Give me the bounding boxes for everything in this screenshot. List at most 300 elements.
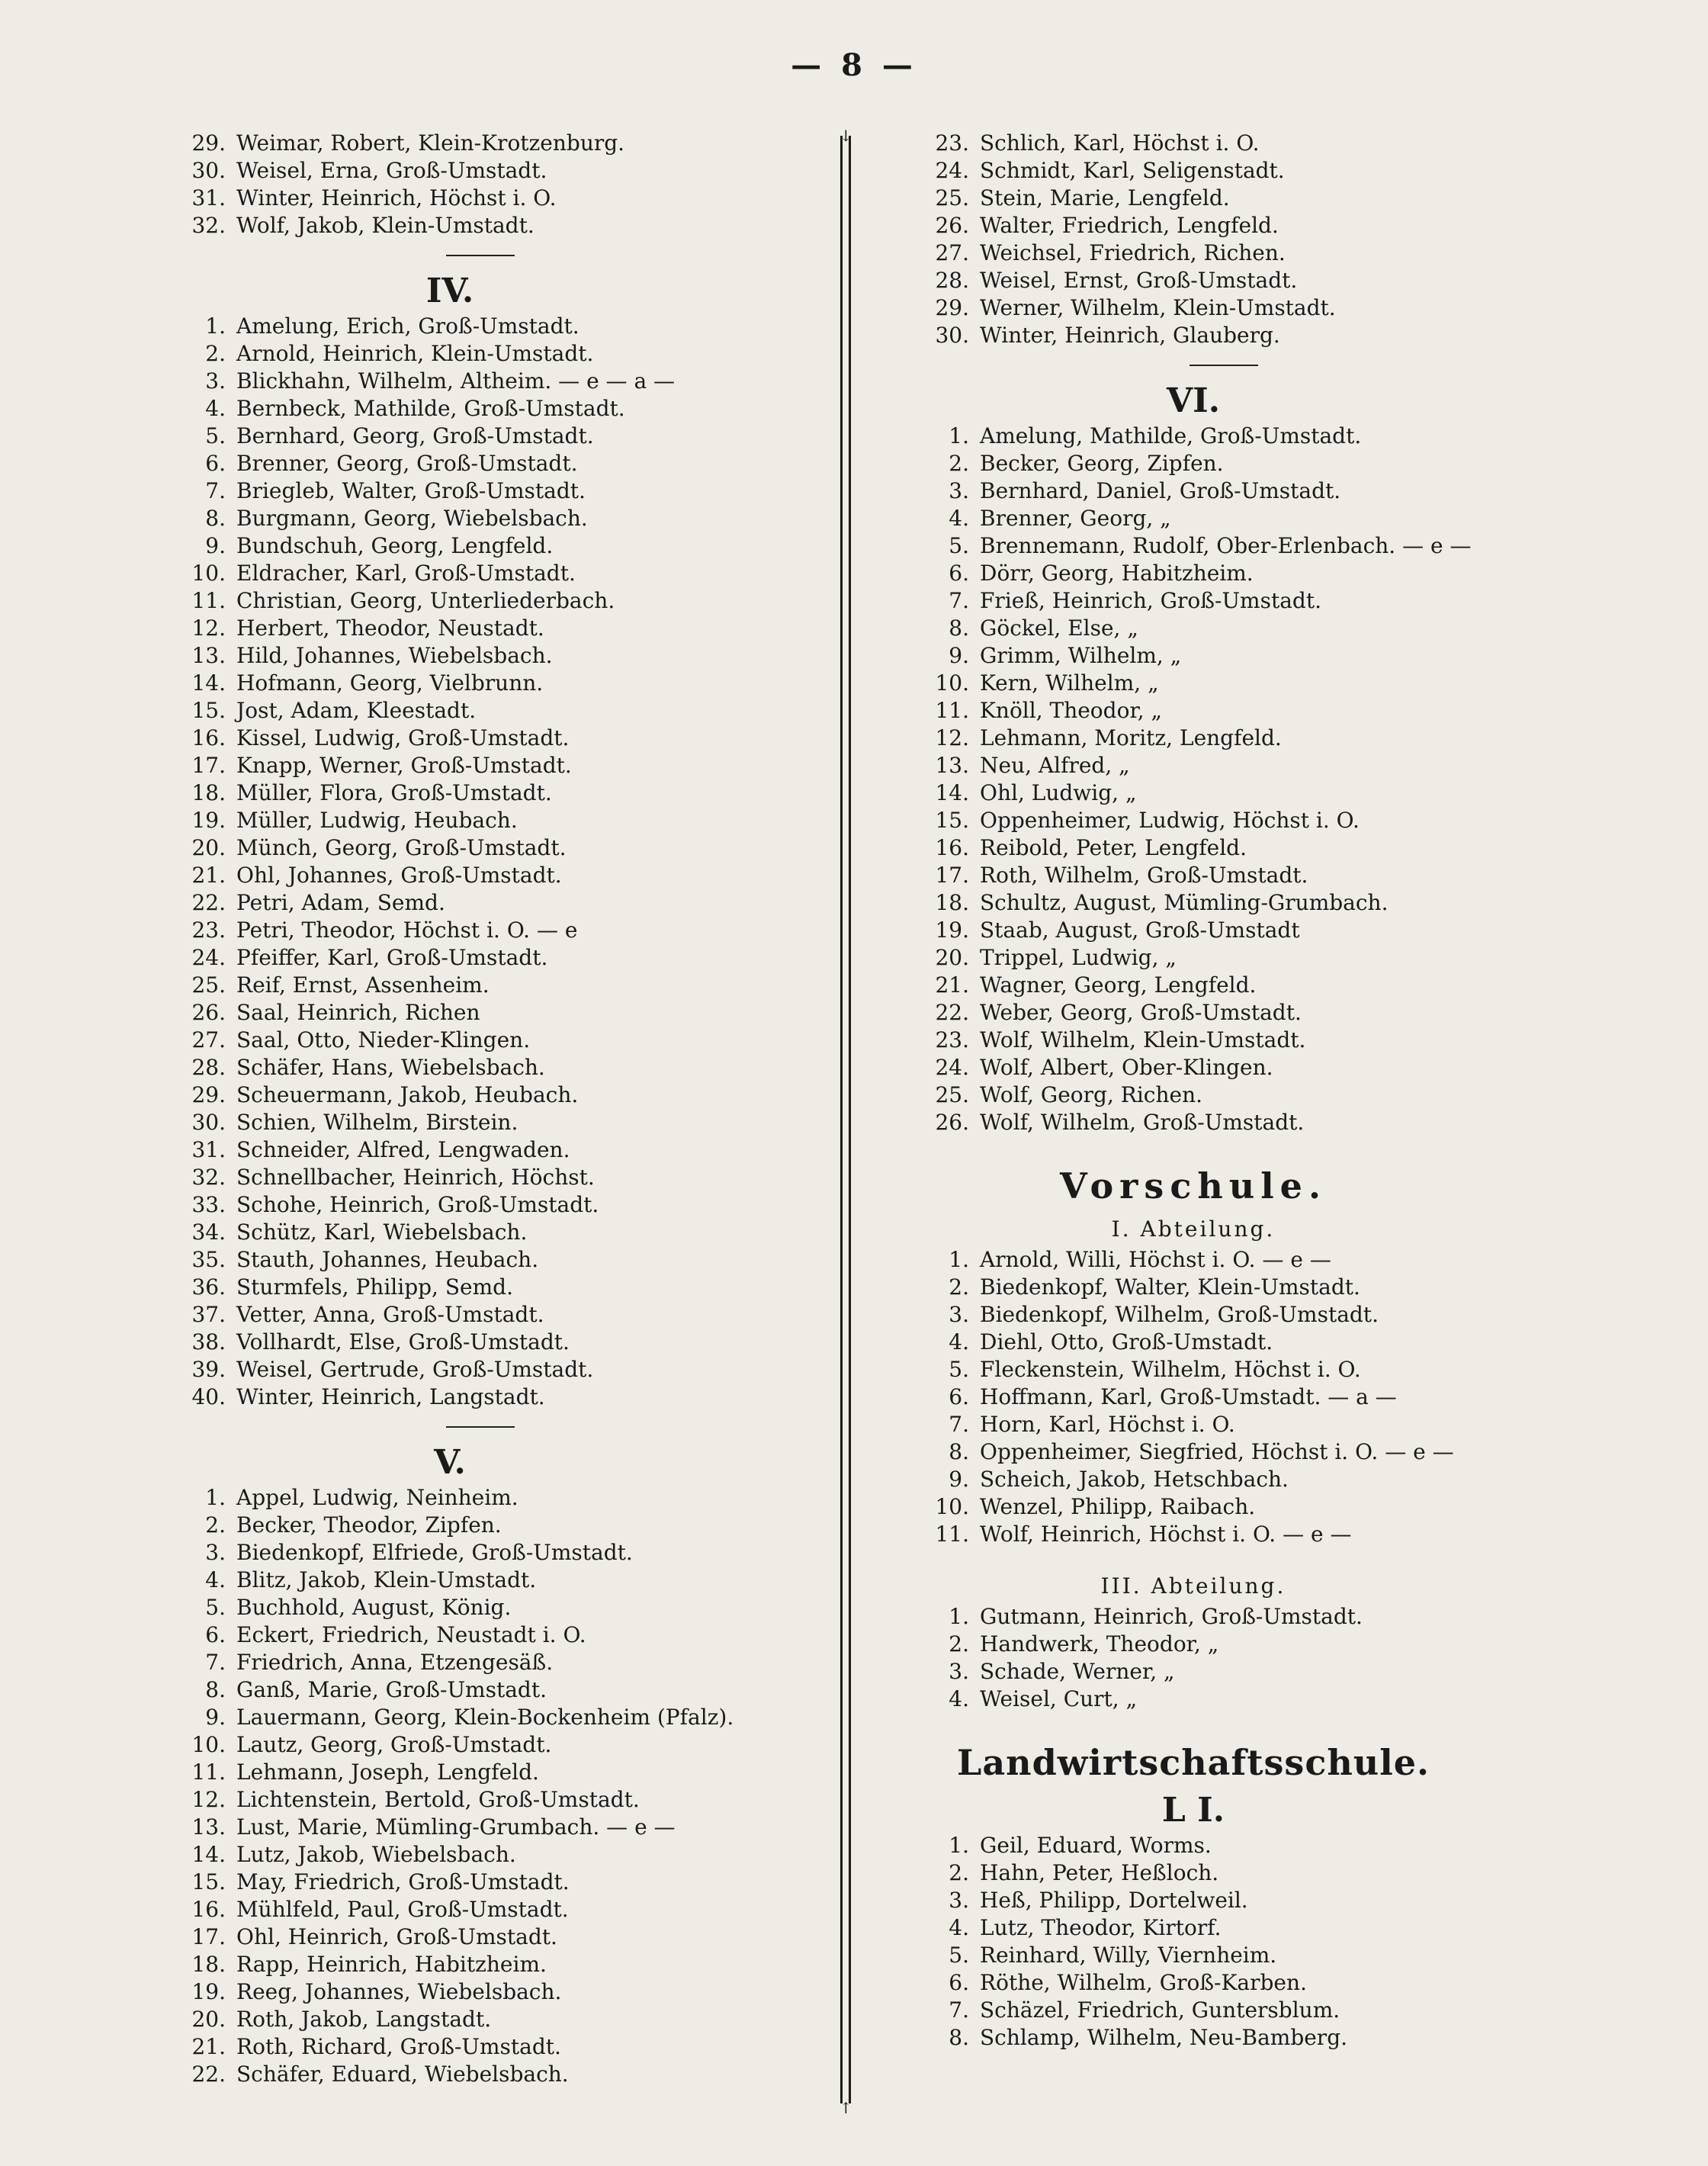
item-number: 7. xyxy=(949,588,969,613)
item-number: 37. xyxy=(191,1302,226,1327)
item-text: Schnellbacher, Heinrich, Höchst. xyxy=(236,1165,595,1190)
item-text: Dörr, Georg, Habitzheim. xyxy=(980,561,1254,586)
item-number: 29. xyxy=(191,1082,226,1107)
item-text: Becker, Georg, Zipfen. xyxy=(980,451,1224,476)
item-text: Roth, Wilhelm, Groß-Umstadt. xyxy=(980,863,1308,888)
list-item xyxy=(926,477,1597,505)
item-number: 26. xyxy=(935,1110,969,1135)
item-text: Scheich, Jakob, Hetschbach. xyxy=(980,1467,1289,1492)
item-text: Wolf, Wilhelm, Groß-Umstadt. xyxy=(980,1110,1305,1135)
list-item xyxy=(183,1081,839,1109)
right-column xyxy=(926,130,1597,2052)
list-item xyxy=(183,670,839,697)
list-item xyxy=(183,2033,839,2061)
item-number: 1. xyxy=(949,423,969,448)
abteilung-1-list xyxy=(926,1246,1597,1548)
item-number: 28. xyxy=(191,1055,226,1080)
item-number: 23. xyxy=(935,130,969,156)
list-item xyxy=(183,532,839,560)
item-text: Schäfer, Eduard, Wiebelsbach. xyxy=(236,2062,569,2087)
item-number: 20. xyxy=(191,835,226,860)
item-text: Schohe, Heinrich, Groß-Umstadt. xyxy=(236,1192,599,1217)
item-text: Vollhardt, Else, Groß-Umstadt. xyxy=(236,1329,570,1355)
item-text: Schien, Wilhelm, Birstein. xyxy=(236,1110,518,1135)
item-number: 22. xyxy=(935,1000,969,1025)
list-item xyxy=(183,1484,839,1512)
list-item xyxy=(183,1301,839,1329)
item-number: 36. xyxy=(191,1274,226,1300)
list-item xyxy=(926,1027,1597,1054)
item-text: Wolf, Wilhelm, Klein-Umstadt. xyxy=(980,1027,1306,1052)
item-text: Biedenkopf, Wilhelm, Groß-Umstadt. xyxy=(980,1302,1379,1327)
item-text: Lutz, Jakob, Wiebelsbach. xyxy=(236,1842,516,1867)
item-number: 23. xyxy=(191,917,226,943)
item-number: 18. xyxy=(191,780,226,805)
item-text: Friedrich, Anna, Etzengesäß. xyxy=(236,1650,554,1675)
item-number: 6. xyxy=(949,561,969,586)
list-item xyxy=(183,1923,839,1951)
item-number: 29. xyxy=(191,130,226,156)
item-text: Petri, Theodor, Höchst i. O. — e xyxy=(236,917,578,943)
item-number: 8. xyxy=(205,506,226,531)
item-text: Lehmann, Joseph, Lengfeld. xyxy=(236,1759,539,1785)
item-text: Hahn, Peter, Heßloch. xyxy=(980,1860,1219,1885)
item-text: Winter, Heinrich, Langstadt. xyxy=(236,1384,545,1409)
list-item xyxy=(183,1841,839,1869)
list-item xyxy=(183,889,839,917)
item-text: Lichtenstein, Bertold, Groß-Umstadt. xyxy=(236,1787,640,1812)
item-text: Wenzel, Philipp, Raibach. xyxy=(980,1494,1256,1519)
item-number: 2. xyxy=(949,1860,969,1885)
item-number: 38. xyxy=(191,1329,226,1355)
item-text: Neu, Alfred, „ xyxy=(980,753,1130,778)
item-text: Oppenheimer, Ludwig, Höchst i. O. xyxy=(980,808,1360,833)
list-item xyxy=(926,2024,1597,2052)
list-item xyxy=(926,889,1597,917)
list-item xyxy=(183,1896,839,1923)
list-item xyxy=(183,1109,839,1136)
item-number: 25. xyxy=(935,185,969,210)
section-iv-list xyxy=(183,313,839,1411)
list-item xyxy=(926,450,1597,477)
item-text: Brennemann, Rudolf, Ober-Erlenbach. — e — xyxy=(980,533,1472,558)
item-text: Weichsel, Friedrich, Richen. xyxy=(980,240,1286,265)
item-text: Lust, Marie, Mümling-Grumbach. — e — xyxy=(236,1814,676,1840)
list-item xyxy=(926,752,1597,779)
list-item xyxy=(926,1301,1597,1329)
item-number: 16. xyxy=(191,1897,226,1922)
item-number: 11. xyxy=(191,1759,226,1785)
item-number: 5. xyxy=(205,423,226,448)
section-vi-list xyxy=(926,423,1597,1136)
item-number: 24. xyxy=(935,1055,969,1080)
item-number: 9. xyxy=(205,533,226,558)
list-item xyxy=(926,670,1597,697)
item-text: Schlamp, Wilhelm, Neu-Bamberg. xyxy=(980,2025,1348,2050)
item-text: Weber, Georg, Groß-Umstadt. xyxy=(980,1000,1302,1025)
list-item xyxy=(183,1246,839,1274)
list-item xyxy=(183,834,839,862)
item-number: 2. xyxy=(205,1512,226,1538)
item-text: Wolf, Heinrich, Höchst i. O. — e — xyxy=(980,1522,1352,1547)
item-number: 26. xyxy=(191,1000,226,1025)
item-number: 35. xyxy=(191,1247,226,1272)
item-number: 3. xyxy=(205,1540,226,1565)
item-text: Eldracher, Karl, Groß-Umstadt. xyxy=(236,561,576,586)
item-text: Biedenkopf, Elfriede, Groß-Umstadt. xyxy=(236,1540,633,1565)
item-text: Amelung, Mathilde, Groß-Umstadt. xyxy=(980,423,1362,448)
list-item xyxy=(926,779,1597,807)
list-item xyxy=(183,1676,839,1704)
item-text: Lautz, Georg, Groß-Umstadt. xyxy=(236,1732,552,1757)
list-item xyxy=(183,1356,839,1383)
item-text: Petri, Adam, Semd. xyxy=(236,890,445,915)
list-item xyxy=(183,1383,839,1411)
item-number: 6. xyxy=(205,451,226,476)
list-item xyxy=(183,1329,839,1356)
divider-bottom-mark: ↑ xyxy=(840,2099,852,2117)
item-text: Weisel, Ernst, Groß-Umstadt. xyxy=(980,268,1298,293)
list-item xyxy=(926,1521,1597,1548)
item-number: 12. xyxy=(935,725,969,750)
item-number: 34. xyxy=(191,1220,226,1245)
item-number: 31. xyxy=(191,1137,226,1162)
list-item xyxy=(926,972,1597,999)
list-item xyxy=(926,1054,1597,1081)
item-number: 6. xyxy=(205,1622,226,1647)
item-number: 4. xyxy=(949,1686,969,1711)
list-item xyxy=(926,642,1597,670)
item-number: 14. xyxy=(191,1842,226,1867)
item-text: Saal, Otto, Nieder-Klingen. xyxy=(236,1027,531,1052)
list-item xyxy=(183,1731,839,1759)
item-text: Werner, Wilhelm, Klein-Umstadt. xyxy=(980,295,1336,320)
list-item xyxy=(183,313,839,340)
list-item xyxy=(926,532,1597,560)
list-item xyxy=(183,395,839,423)
item-number: 8. xyxy=(205,1677,226,1702)
item-text: Pfeiffer, Karl, Groß-Umstadt. xyxy=(236,945,548,970)
item-number: 1. xyxy=(949,1833,969,1858)
list-item xyxy=(183,999,839,1027)
list-item xyxy=(183,505,839,532)
item-number: 6. xyxy=(949,1384,969,1409)
item-text: Roth, Jakob, Langstadt. xyxy=(236,2007,492,2032)
list-item xyxy=(183,340,839,368)
item-number: 4. xyxy=(205,396,226,421)
item-text: Reif, Ernst, Assenheim. xyxy=(236,972,490,998)
list-item xyxy=(183,1951,839,1978)
item-text: Ganß, Marie, Groß-Umstadt. xyxy=(236,1677,547,1702)
item-text: Rapp, Heinrich, Habitzheim. xyxy=(236,1952,547,1977)
item-number: 9. xyxy=(949,643,969,668)
list-item xyxy=(183,642,839,670)
item-number: 5. xyxy=(205,1595,226,1620)
list-item xyxy=(926,862,1597,889)
list-item xyxy=(926,1658,1597,1686)
list-item xyxy=(183,157,839,185)
item-text: Handwerk, Theodor, „ xyxy=(980,1631,1219,1657)
list-item xyxy=(183,2006,839,2033)
item-text: Röthe, Wilhelm, Groß-Karben. xyxy=(980,1970,1307,1995)
list-item xyxy=(926,267,1597,294)
list-item xyxy=(926,944,1597,972)
abteilung-3-title: III. Abteilung. xyxy=(1100,1573,1286,1599)
item-text: Fleckenstein, Wilhelm, Höchst i. O. xyxy=(980,1357,1361,1382)
item-number: 3. xyxy=(949,1302,969,1327)
item-number: 20. xyxy=(191,2007,226,2032)
list-item xyxy=(183,1786,839,1814)
item-number: 9. xyxy=(205,1705,226,1730)
list-item xyxy=(183,944,839,972)
item-text: Blitz, Jakob, Klein-Umstadt. xyxy=(236,1567,537,1592)
item-number: 3. xyxy=(949,1888,969,1913)
item-number: 24. xyxy=(191,945,226,970)
item-number: 1. xyxy=(949,1247,969,1272)
item-text: Winter, Heinrich, Glauberg. xyxy=(980,323,1280,348)
item-number: 12. xyxy=(191,615,226,641)
item-text: Lehmann, Moritz, Lengfeld. xyxy=(980,725,1282,750)
item-text: Staab, August, Groß-Umstadt xyxy=(980,917,1300,943)
section-rule xyxy=(446,255,515,256)
list-item xyxy=(926,1686,1597,1713)
item-text: Ohl, Ludwig, „ xyxy=(980,780,1137,805)
list-item xyxy=(926,560,1597,587)
list-item xyxy=(926,1887,1597,1914)
item-number: 3. xyxy=(949,478,969,503)
list-item xyxy=(183,1978,839,2006)
abteilung-3-list xyxy=(926,1603,1597,1713)
item-number: 8. xyxy=(949,615,969,641)
item-number: 5. xyxy=(949,533,969,558)
list-item xyxy=(183,862,839,889)
item-text: Christian, Georg, Unterliederbach. xyxy=(236,588,615,613)
item-text: Jost, Adam, Kleestadt. xyxy=(236,698,477,723)
item-number: 30. xyxy=(191,158,226,183)
item-text: Hofmann, Georg, Vielbrunn. xyxy=(236,670,544,696)
list-item xyxy=(183,2061,839,2088)
section-v-title: V. xyxy=(434,1443,466,1482)
item-text: Bernbeck, Mathilde, Groß-Umstadt. xyxy=(236,396,625,421)
item-number: 12. xyxy=(191,1787,226,1812)
item-text: Reinhard, Willy, Viernheim. xyxy=(980,1943,1277,1968)
item-number: 6. xyxy=(949,1970,969,1995)
list-item xyxy=(926,1109,1597,1136)
list-item xyxy=(926,1969,1597,1997)
item-number: 28. xyxy=(935,268,969,293)
item-text: Mühlfeld, Paul, Groß-Umstadt. xyxy=(236,1897,569,1922)
item-text: Herbert, Theodor, Neustadt. xyxy=(236,615,544,641)
item-text: Weisel, Erna, Groß-Umstadt. xyxy=(236,158,547,183)
item-number: 18. xyxy=(935,890,969,915)
item-number: 23. xyxy=(935,1027,969,1052)
item-text: Roth, Richard, Groß-Umstadt. xyxy=(236,2034,561,2059)
item-number: 15. xyxy=(191,698,226,723)
item-number: 13. xyxy=(191,643,226,668)
item-number: 9. xyxy=(949,1467,969,1492)
item-number: 20. xyxy=(935,945,969,970)
list-item xyxy=(926,1631,1597,1658)
item-number: 1. xyxy=(205,313,226,339)
list-item xyxy=(183,368,839,395)
item-text: Knapp, Werner, Groß-Umstadt. xyxy=(236,753,572,778)
item-number: 32. xyxy=(191,213,226,238)
list-item xyxy=(183,1191,839,1219)
item-text: Briegleb, Walter, Groß-Umstadt. xyxy=(236,478,586,503)
list-item xyxy=(183,185,839,212)
item-number: 13. xyxy=(191,1814,226,1840)
item-number: 2. xyxy=(949,451,969,476)
item-text: Brenner, Georg, Groß-Umstadt. xyxy=(236,451,578,476)
item-number: 2. xyxy=(949,1631,969,1657)
item-number: 3. xyxy=(949,1659,969,1684)
list-item xyxy=(183,423,839,450)
item-text: Heß, Philipp, Dortelweil. xyxy=(980,1888,1248,1913)
item-number: 10. xyxy=(191,1732,226,1757)
item-text: Müller, Ludwig, Heubach. xyxy=(236,808,518,833)
item-number: 4. xyxy=(205,1567,226,1592)
item-text: Schultz, August, Mümling-Grumbach. xyxy=(980,890,1389,915)
item-text: Diehl, Otto, Groß-Umstadt. xyxy=(980,1329,1273,1355)
item-number: 7. xyxy=(205,1650,226,1675)
section-rule xyxy=(446,1426,515,1428)
item-number: 14. xyxy=(191,670,226,696)
list-item xyxy=(926,834,1597,862)
list-item xyxy=(183,1219,839,1246)
item-number: 21. xyxy=(191,863,226,888)
section-rule xyxy=(1190,365,1258,366)
item-text: Stein, Marie, Lengfeld. xyxy=(980,185,1230,210)
list-item xyxy=(926,807,1597,834)
list-item xyxy=(183,1814,839,1841)
section-vi-title: VI. xyxy=(1166,381,1221,420)
item-number: 19. xyxy=(935,917,969,943)
item-number: 7. xyxy=(949,1997,969,2023)
item-number: 1. xyxy=(205,1485,226,1510)
item-text: Eckert, Friedrich, Neustadt i. O. xyxy=(236,1622,586,1647)
item-number: 2. xyxy=(205,341,226,366)
item-text: Schneider, Alfred, Lengwaden. xyxy=(236,1137,570,1162)
item-number: 29. xyxy=(935,295,969,320)
item-text: Weisel, Curt, „ xyxy=(980,1686,1138,1711)
item-text: Becker, Theodor, Zipfen. xyxy=(236,1512,502,1538)
list-item xyxy=(183,1136,839,1164)
list-item xyxy=(926,423,1597,450)
list-item xyxy=(926,1832,1597,1859)
list-item xyxy=(926,587,1597,615)
item-text: Arnold, Willi, Höchst i. O. — e — xyxy=(980,1247,1331,1272)
list-item xyxy=(926,1356,1597,1383)
list-item xyxy=(183,972,839,999)
item-text: Münch, Georg, Groß-Umstadt. xyxy=(236,835,567,860)
list-item xyxy=(926,185,1597,212)
item-text: Vetter, Anna, Groß-Umstadt. xyxy=(236,1302,544,1327)
item-number: 8. xyxy=(949,1439,969,1464)
item-number: 11. xyxy=(191,588,226,613)
list-item xyxy=(926,1438,1597,1466)
item-text: Hild, Johannes, Wiebelsbach. xyxy=(236,643,553,668)
item-number: 10. xyxy=(191,561,226,586)
item-number: 7. xyxy=(949,1412,969,1437)
list-item xyxy=(926,1493,1597,1521)
item-number: 11. xyxy=(935,698,969,723)
list-item xyxy=(183,752,839,779)
list-item xyxy=(183,615,839,642)
item-text: Brenner, Georg, „ xyxy=(980,506,1171,531)
list-item xyxy=(183,1649,839,1676)
item-text: Weisel, Gertrude, Groß-Umstadt. xyxy=(236,1357,594,1382)
item-text: Arnold, Heinrich, Klein-Umstadt. xyxy=(236,341,594,366)
item-text: Geil, Eduard, Worms. xyxy=(980,1833,1212,1858)
item-number: 4. xyxy=(949,506,969,531)
item-text: Kern, Wilhelm, „ xyxy=(980,670,1159,696)
list-item xyxy=(183,1869,839,1896)
list-item xyxy=(926,1383,1597,1411)
divider-top-mark: ↓ xyxy=(840,127,852,145)
landwirtschaftsschule-title: Landwirtschaftsschule. xyxy=(957,1742,1430,1783)
abteilung-1-title: I. Abteilung. xyxy=(1111,1216,1276,1242)
item-number: 7. xyxy=(205,478,226,503)
item-number: 24. xyxy=(935,158,969,183)
item-number: 14. xyxy=(935,780,969,805)
list-item xyxy=(183,697,839,725)
list-item xyxy=(183,1164,839,1191)
section-iv-title: IV. xyxy=(425,272,474,310)
item-number: 15. xyxy=(935,808,969,833)
list-item xyxy=(926,239,1597,267)
list-item xyxy=(926,917,1597,944)
item-text: Grimm, Wilhelm, „ xyxy=(980,643,1182,668)
item-text: Biedenkopf, Walter, Klein-Umstadt. xyxy=(980,1274,1360,1300)
list-item xyxy=(183,1054,839,1081)
item-text: Hoffmann, Karl, Groß-Umstadt. — a — xyxy=(980,1384,1397,1409)
list-item xyxy=(183,130,839,157)
list-item xyxy=(183,1567,839,1594)
item-number: 26. xyxy=(935,213,969,238)
list-item xyxy=(926,212,1597,239)
list-item xyxy=(926,322,1597,349)
list-item xyxy=(926,1466,1597,1493)
item-number: 3. xyxy=(205,368,226,394)
item-text: Winter, Heinrich, Höchst i. O. xyxy=(236,185,557,210)
item-number: 30. xyxy=(191,1110,226,1135)
item-number: 8. xyxy=(949,2025,969,2050)
item-text: Trippel, Ludwig, „ xyxy=(980,945,1177,970)
list-item xyxy=(926,505,1597,532)
list-item xyxy=(183,477,839,505)
item-text: Buchhold, August, König. xyxy=(236,1595,512,1620)
item-number: 40. xyxy=(191,1384,226,1409)
list-item xyxy=(926,1997,1597,2024)
item-text: Knöll, Theodor, „ xyxy=(980,698,1163,723)
list-item xyxy=(926,999,1597,1027)
list-item xyxy=(926,1246,1597,1274)
list-item xyxy=(183,1594,839,1621)
item-number: 17. xyxy=(935,863,969,888)
item-text: Walter, Friedrich, Lengfeld. xyxy=(980,213,1279,238)
item-number: 21. xyxy=(935,972,969,998)
item-text: Schmidt, Karl, Seligenstadt. xyxy=(980,158,1285,183)
item-number: 1. xyxy=(949,1604,969,1629)
item-text: Wagner, Georg, Lengfeld. xyxy=(980,972,1257,998)
item-number: 4. xyxy=(949,1915,969,1940)
item-text: Scheuermann, Jakob, Heubach. xyxy=(236,1082,579,1107)
item-text: Müller, Flora, Groß-Umstadt. xyxy=(236,780,552,805)
list-item xyxy=(183,779,839,807)
list-item xyxy=(926,1081,1597,1109)
item-text: Göckel, Else, „ xyxy=(980,615,1138,641)
item-number: 32. xyxy=(191,1165,226,1190)
